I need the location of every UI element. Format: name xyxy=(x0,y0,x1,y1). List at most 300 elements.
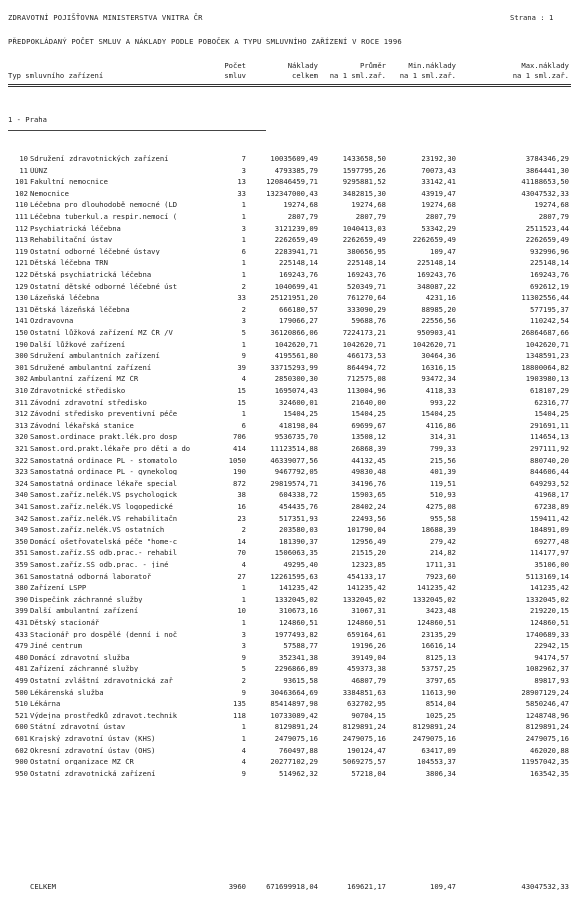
row-average-cost: 1332045,02 xyxy=(342,596,386,604)
row-max-cost: 26864687,66 xyxy=(521,329,569,337)
table-row xyxy=(0,677,575,686)
row-type-name: Zdravotnické středisko xyxy=(30,387,126,395)
row-average-cost: 141235,42 xyxy=(347,584,386,592)
row-contract-count: 33 xyxy=(237,190,246,198)
table-row xyxy=(0,410,575,419)
row-total-cost: 179066,27 xyxy=(279,317,318,325)
row-max-cost: 41188653,50 xyxy=(521,178,569,186)
row-max-cost: 577195,37 xyxy=(530,306,569,314)
row-type-name: Další lůžkové zařízení xyxy=(30,341,126,349)
row-min-cost: 510,93 xyxy=(430,491,456,499)
row-average-cost: 169243,76 xyxy=(347,271,386,279)
table-row xyxy=(0,271,575,280)
row-average-cost: 3384851,63 xyxy=(342,689,386,697)
row-max-cost: 89817,93 xyxy=(534,677,569,685)
row-contract-count: 4 xyxy=(241,758,246,766)
row-type-name: Ostatní odborné léčebné ústavy xyxy=(30,248,160,256)
row-min-cost: 8514,04 xyxy=(425,700,456,708)
row-min-cost: 799,33 xyxy=(430,445,456,453)
table-row xyxy=(0,515,575,524)
row-average-cost: 380656,95 xyxy=(347,248,386,256)
insurer-name: ZDRAVOTNÍ POJIŠŤOVNA MINISTERSTVA VNITRA ČR xyxy=(8,13,203,22)
row-min-cost: 2807,79 xyxy=(425,213,456,221)
row-type-name: Samost.zaříz.nelék.VŠ ostatních xyxy=(30,526,165,534)
table-row xyxy=(0,190,575,199)
row-max-cost: 69277,48 xyxy=(534,538,569,546)
row-max-cost: 28907129,24 xyxy=(521,689,569,697)
row-total-cost: 666180,57 xyxy=(279,306,318,314)
row-code: 111 xyxy=(15,213,28,221)
col-header-total-2: celkem xyxy=(292,71,318,80)
row-code: 602 xyxy=(15,747,28,755)
row-min-cost: 15404,25 xyxy=(421,410,456,418)
row-max-cost: 18800064,82 xyxy=(521,364,569,372)
row-code: 431 xyxy=(15,619,28,627)
row-contract-count: 3 xyxy=(241,225,246,233)
row-total-cost: 4195561,80 xyxy=(274,352,318,360)
table-row xyxy=(0,283,575,292)
row-contract-count: 3 xyxy=(241,167,246,175)
row-contract-count: 1 xyxy=(241,201,246,209)
row-contract-count: 9 xyxy=(241,654,246,662)
row-total-cost: 310673,16 xyxy=(279,607,318,615)
row-code: 131 xyxy=(15,306,28,314)
row-type-name: Samostatná ordinace PL - gynekolog xyxy=(30,468,178,476)
table-row xyxy=(0,596,575,605)
table-row xyxy=(0,317,575,326)
row-average-cost: 21640,00 xyxy=(351,399,386,407)
row-max-cost: 19274,68 xyxy=(534,201,569,209)
row-type-name: Samostatná ordinace PL - stomatolo xyxy=(30,457,178,465)
row-type-name: Sdružení ambulantních zařízení xyxy=(30,352,160,360)
row-total-cost: 203580,03 xyxy=(279,526,318,534)
row-total-cost: 1042620,71 xyxy=(274,341,318,349)
row-average-cost: 59688,76 xyxy=(351,317,386,325)
row-type-name: Sdružené ambulantní zařízení xyxy=(30,364,152,372)
row-average-cost: 28402,24 xyxy=(351,503,386,511)
row-type-name: CELKEM xyxy=(30,883,56,891)
row-min-cost: 11613,90 xyxy=(421,689,456,697)
row-code: 433 xyxy=(15,631,28,639)
row-min-cost: 8125,13 xyxy=(425,654,456,662)
row-code: 480 xyxy=(15,654,28,662)
row-code: 11 xyxy=(19,167,28,175)
row-contract-count: 7 xyxy=(241,155,246,163)
row-average-cost: 864494,72 xyxy=(347,364,386,372)
row-average-cost: 26868,39 xyxy=(351,445,386,453)
row-code: 121 xyxy=(15,259,28,267)
row-min-cost: 993,22 xyxy=(430,399,456,407)
table-row xyxy=(0,712,575,721)
section-title: 1 - Praha xyxy=(8,115,47,124)
row-total-cost: 604338,72 xyxy=(279,491,318,499)
row-average-cost: 1040413,03 xyxy=(342,225,386,233)
row-code: 342 xyxy=(15,515,28,523)
table-row xyxy=(0,399,575,408)
row-contract-count: 1 xyxy=(241,271,246,279)
page-number: Strana : 1 xyxy=(510,13,554,22)
table-row xyxy=(0,665,575,674)
row-total-cost: 454435,76 xyxy=(279,503,318,511)
row-total-cost: 418198,04 xyxy=(279,422,318,430)
row-max-cost: 462020,88 xyxy=(530,747,569,755)
row-type-name: Výdejna prostředků zdravot.technik xyxy=(30,712,178,720)
row-max-cost: 297111,92 xyxy=(530,445,569,453)
row-contract-count: 135 xyxy=(233,700,246,708)
row-average-cost: 1042620,71 xyxy=(342,341,386,349)
row-type-name: Dětský stacionář xyxy=(30,619,100,627)
table-row xyxy=(0,422,575,431)
row-code: 129 xyxy=(15,283,28,291)
row-total-cost: 10733089,42 xyxy=(270,712,318,720)
row-contract-count: 1 xyxy=(241,619,246,627)
table-row xyxy=(0,236,575,245)
row-average-cost: 49830,48 xyxy=(351,468,386,476)
row-type-name: Samost.zaříz.nelék.VŠ psychologick xyxy=(30,491,178,499)
table-row xyxy=(0,341,575,350)
row-contract-count: 39 xyxy=(237,364,246,372)
row-min-cost: 3806,34 xyxy=(425,770,456,778)
row-total-cost: 9467792,05 xyxy=(274,468,318,476)
row-max-cost: 41968,17 xyxy=(534,491,569,499)
table-row xyxy=(0,213,575,222)
row-max-cost: 35106,00 xyxy=(534,561,569,569)
row-code: 601 xyxy=(15,735,28,743)
row-type-name: Ostatní organizace MZ ČR xyxy=(30,758,134,766)
table-row xyxy=(0,770,575,779)
row-min-cost: 22556,56 xyxy=(421,317,456,325)
row-total-cost: 2850300,30 xyxy=(274,375,318,383)
row-max-cost: 62316,77 xyxy=(534,399,569,407)
row-code: 350 xyxy=(15,538,28,546)
row-type-name: Závodní středisko preventivní péče xyxy=(30,410,178,418)
col-header-avg-1: Průměr xyxy=(360,61,386,70)
row-code: 521 xyxy=(15,712,28,720)
row-contract-count: 23 xyxy=(237,515,246,523)
row-contract-count: 2 xyxy=(241,283,246,291)
row-type-name: Rehabilitační ústav xyxy=(30,236,113,244)
table-row xyxy=(0,689,575,698)
row-contract-count: 10 xyxy=(237,607,246,615)
row-code: 499 xyxy=(15,677,28,685)
row-code: 113 xyxy=(15,236,28,244)
row-average-cost: 19196,26 xyxy=(351,642,386,650)
row-total-cost: 1695074,43 xyxy=(274,387,318,395)
row-min-cost: 348087,22 xyxy=(417,283,456,291)
row-code: 119 xyxy=(15,248,28,256)
row-min-cost: 3797,65 xyxy=(425,677,456,685)
row-type-name: Dispečink záchranné služby xyxy=(30,596,143,604)
row-contract-count: 1 xyxy=(241,341,246,349)
table-row xyxy=(0,526,575,535)
row-type-name: Fakultní nemocnice xyxy=(30,178,108,186)
row-contract-count: 5 xyxy=(241,665,246,673)
row-total-cost: 36120866,06 xyxy=(270,329,318,337)
col-header-min-1: Min.náklady xyxy=(408,61,456,70)
row-max-cost: 15404,25 xyxy=(534,410,569,418)
row-min-cost: 63417,09 xyxy=(421,747,456,755)
row-code: 112 xyxy=(15,225,28,233)
row-max-cost: 2807,79 xyxy=(538,213,569,221)
row-max-cost: 8129891,24 xyxy=(525,723,569,731)
row-type-name: Lékárenská služba xyxy=(30,689,104,697)
row-max-cost: 163542,35 xyxy=(530,770,569,778)
row-total-cost: 93615,58 xyxy=(283,677,318,685)
row-code: 313 xyxy=(15,422,28,430)
row-max-cost: 844606,44 xyxy=(530,468,569,476)
row-min-cost: 30464,36 xyxy=(421,352,456,360)
row-max-cost: 5850246,47 xyxy=(525,700,569,708)
row-min-cost: 7923,60 xyxy=(425,573,456,581)
table-row xyxy=(0,642,575,651)
table-row xyxy=(0,248,575,257)
row-max-cost: 184891,09 xyxy=(530,526,569,534)
row-min-cost: 279,42 xyxy=(430,538,456,546)
row-contract-count: 1 xyxy=(241,213,246,221)
table-row xyxy=(0,329,575,338)
col-header-max-2: na 1 sml.zař. xyxy=(512,71,569,80)
row-min-cost: 955,58 xyxy=(430,515,456,523)
row-total-cost: 85414897,98 xyxy=(270,700,318,708)
row-type-name: Dětská léčebna TRN xyxy=(30,259,108,267)
row-code: 324 xyxy=(15,480,28,488)
table-row xyxy=(0,491,575,500)
row-code: 349 xyxy=(15,526,28,534)
row-average-cost: 34196,76 xyxy=(351,480,386,488)
row-max-cost: 1348591,23 xyxy=(525,352,569,360)
row-average-cost: 90704,15 xyxy=(351,712,386,720)
row-min-cost: 215,56 xyxy=(430,457,456,465)
row-min-cost: 4275,08 xyxy=(425,503,456,511)
row-code: 341 xyxy=(15,503,28,511)
row-min-cost: 141235,42 xyxy=(417,584,456,592)
row-max-cost: 5113169,14 xyxy=(525,573,569,581)
row-max-cost: 3864441,30 xyxy=(525,167,569,175)
table-row xyxy=(0,735,575,744)
row-average-cost: 2807,79 xyxy=(355,213,386,221)
row-type-name: Psychiatrická léčebna xyxy=(30,225,121,233)
table-row xyxy=(0,758,575,767)
row-type-name: Ostatní dětské odborné léčebné úst xyxy=(30,283,178,291)
table-row xyxy=(0,631,575,640)
row-average-cost: 520349,71 xyxy=(347,283,386,291)
table-row xyxy=(0,573,575,582)
row-type-name: Sdružení zdravotnických zařízení xyxy=(30,155,169,163)
row-total-cost: 1506063,35 xyxy=(274,549,318,557)
row-min-cost: 314,31 xyxy=(430,433,456,441)
row-min-cost: 23192,30 xyxy=(421,155,456,163)
row-max-cost: 124860,51 xyxy=(530,619,569,627)
row-contract-count: 70 xyxy=(237,549,246,557)
row-contract-count: 4 xyxy=(241,747,246,755)
row-code: 481 xyxy=(15,665,28,673)
row-min-cost: 1711,31 xyxy=(425,561,456,569)
row-average-cost: 113004,96 xyxy=(347,387,386,395)
row-max-cost: 618107,29 xyxy=(530,387,569,395)
row-total-cost: 124860,51 xyxy=(279,619,318,627)
col-header-avg-2: na 1 sml.zař. xyxy=(329,71,386,80)
row-contract-count: 118 xyxy=(233,712,246,720)
row-max-cost: 2511523,44 xyxy=(525,225,569,233)
row-total-cost: 12261595,63 xyxy=(270,573,318,581)
row-contract-count: 872 xyxy=(233,480,246,488)
row-code: 900 xyxy=(15,758,28,766)
row-code: 600 xyxy=(15,723,28,731)
row-code: 323 xyxy=(15,468,28,476)
table-row xyxy=(0,364,575,373)
table-row xyxy=(0,294,575,303)
row-contract-count: 6 xyxy=(241,422,246,430)
row-type-name: Domácí zdravotní služba xyxy=(30,654,130,662)
row-contract-count: 1 xyxy=(241,735,246,743)
row-average-cost: 169621,17 xyxy=(347,883,386,891)
row-type-name: Samost.ordinace prakt.lék.pro dosp xyxy=(30,433,178,441)
row-average-cost: 31067,31 xyxy=(351,607,386,615)
row-total-cost: 57588,77 xyxy=(283,642,318,650)
col-header-min-2: na 1 sml.zař. xyxy=(399,71,456,80)
row-total-cost: 11123514,88 xyxy=(270,445,318,453)
row-code: 190 xyxy=(15,341,28,349)
row-contract-count: 1 xyxy=(241,596,246,604)
row-contract-count: 15 xyxy=(237,399,246,407)
row-min-cost: 70073,43 xyxy=(421,167,456,175)
table-row xyxy=(0,747,575,756)
row-contract-count: 1050 xyxy=(228,457,246,465)
row-max-cost: 159411,42 xyxy=(530,515,569,523)
row-contract-count: 9 xyxy=(241,770,246,778)
row-min-cost: 4231,16 xyxy=(425,294,456,302)
row-max-cost: 67238,89 xyxy=(534,503,569,511)
row-contract-count: 14 xyxy=(237,538,246,546)
row-type-name: Okresní zdravotní ústav (OHS) xyxy=(30,747,156,755)
row-code: 380 xyxy=(15,584,28,592)
row-average-cost: 8129891,24 xyxy=(342,723,386,731)
row-average-cost: 3482815,30 xyxy=(342,190,386,198)
row-min-cost: 1042620,71 xyxy=(412,341,456,349)
row-total-cost: 20277102,29 xyxy=(270,758,318,766)
row-total-cost: 2262659,49 xyxy=(274,236,318,244)
col-header-max-1: Max.náklady xyxy=(521,61,569,70)
row-average-cost: 454133,17 xyxy=(347,573,386,581)
row-min-cost: 53342,29 xyxy=(421,225,456,233)
row-min-cost: 1332045,02 xyxy=(412,596,456,604)
row-max-cost: 169243,76 xyxy=(530,271,569,279)
row-min-cost: 4118,33 xyxy=(425,387,456,395)
row-contract-count: 2 xyxy=(241,526,246,534)
row-average-cost: 19274,68 xyxy=(351,201,386,209)
row-code: 101 xyxy=(15,178,28,186)
row-min-cost: 33142,41 xyxy=(421,178,456,186)
row-average-cost: 13508,12 xyxy=(351,433,386,441)
row-contract-count: 15 xyxy=(237,387,246,395)
table-row xyxy=(0,445,575,454)
table-row xyxy=(0,375,575,384)
row-min-cost: 16616,14 xyxy=(421,642,456,650)
row-code: 312 xyxy=(15,410,28,418)
row-code: 361 xyxy=(15,573,28,581)
row-code: 102 xyxy=(15,190,28,198)
row-average-cost: 1597795,26 xyxy=(342,167,386,175)
row-contract-count: 706 xyxy=(233,433,246,441)
row-max-cost: 225148,14 xyxy=(530,259,569,267)
row-type-name: Ozdravovna xyxy=(30,317,74,325)
row-average-cost: 124860,51 xyxy=(347,619,386,627)
row-code: 301 xyxy=(15,364,28,372)
table-row xyxy=(0,178,575,187)
col-header-total-1: Náklady xyxy=(287,61,318,70)
row-contract-count: 6 xyxy=(241,248,246,256)
row-average-cost: 761270,64 xyxy=(347,294,386,302)
row-average-cost: 46807,79 xyxy=(351,677,386,685)
row-total-cost: 181390,37 xyxy=(279,538,318,546)
table-row xyxy=(0,503,575,512)
table-row xyxy=(0,225,575,234)
row-code: 311 xyxy=(15,399,28,407)
row-contract-count: 1 xyxy=(241,259,246,267)
row-code: 310 xyxy=(15,387,28,395)
row-contract-count: 33 xyxy=(237,294,246,302)
row-average-cost: 44132,45 xyxy=(351,457,386,465)
row-code: 150 xyxy=(15,329,28,337)
row-contract-count: 414 xyxy=(233,445,246,453)
row-total-cost: 33715293,99 xyxy=(270,364,318,372)
row-contract-count: 4 xyxy=(241,375,246,383)
row-contract-count: 9 xyxy=(241,689,246,697)
row-min-cost: 225148,14 xyxy=(417,259,456,267)
row-type-name: Samost.zaříz.SŠ odb.prac.- rehabil xyxy=(30,549,178,557)
row-total-cost: 141235,42 xyxy=(279,584,318,592)
row-type-name: Lázeňská léčebna xyxy=(30,294,100,302)
row-min-cost: 2262659,49 xyxy=(412,236,456,244)
total-row xyxy=(0,883,575,892)
row-average-cost: 5069275,57 xyxy=(342,758,386,766)
row-type-name: Ostatní zvláštní zdravotnická zař xyxy=(30,677,173,685)
row-average-cost: 632702,95 xyxy=(347,700,386,708)
row-total-cost: 352341,38 xyxy=(279,654,318,662)
row-average-cost: 712575,08 xyxy=(347,375,386,383)
row-code: 351 xyxy=(15,549,28,557)
table-row xyxy=(0,201,575,210)
row-code: 479 xyxy=(15,642,28,650)
row-average-cost: 101790,04 xyxy=(347,526,386,534)
row-contract-count: 1 xyxy=(241,584,246,592)
row-average-cost: 225148,14 xyxy=(347,259,386,267)
row-average-cost: 12956,49 xyxy=(351,538,386,546)
table-row xyxy=(0,433,575,442)
row-total-cost: 25121951,20 xyxy=(270,294,318,302)
row-total-cost: 169243,76 xyxy=(279,271,318,279)
row-max-cost: 1042620,71 xyxy=(525,341,569,349)
row-total-cost: 3121239,09 xyxy=(274,225,318,233)
row-min-cost: 23135,29 xyxy=(421,631,456,639)
row-min-cost: 43919,47 xyxy=(421,190,456,198)
row-average-cost: 2479075,16 xyxy=(342,735,386,743)
row-contract-count: 3960 xyxy=(228,883,246,891)
row-code: 130 xyxy=(15,294,28,302)
row-max-cost: 880740,20 xyxy=(530,457,569,465)
row-type-name: Samost.zaříz.nelék.VŠ rehabilitačn xyxy=(30,515,178,523)
row-max-cost: 1332045,02 xyxy=(525,596,569,604)
row-contract-count: 38 xyxy=(237,491,246,499)
row-contract-count: 1 xyxy=(241,723,246,731)
row-min-cost: 19274,68 xyxy=(421,201,456,209)
row-contract-count: 5 xyxy=(241,329,246,337)
row-contract-count: 1 xyxy=(241,410,246,418)
row-total-cost: 1332045,02 xyxy=(274,596,318,604)
table-row xyxy=(0,457,575,466)
row-total-cost: 1977493,82 xyxy=(274,631,318,639)
row-max-cost: 2262659,49 xyxy=(525,236,569,244)
